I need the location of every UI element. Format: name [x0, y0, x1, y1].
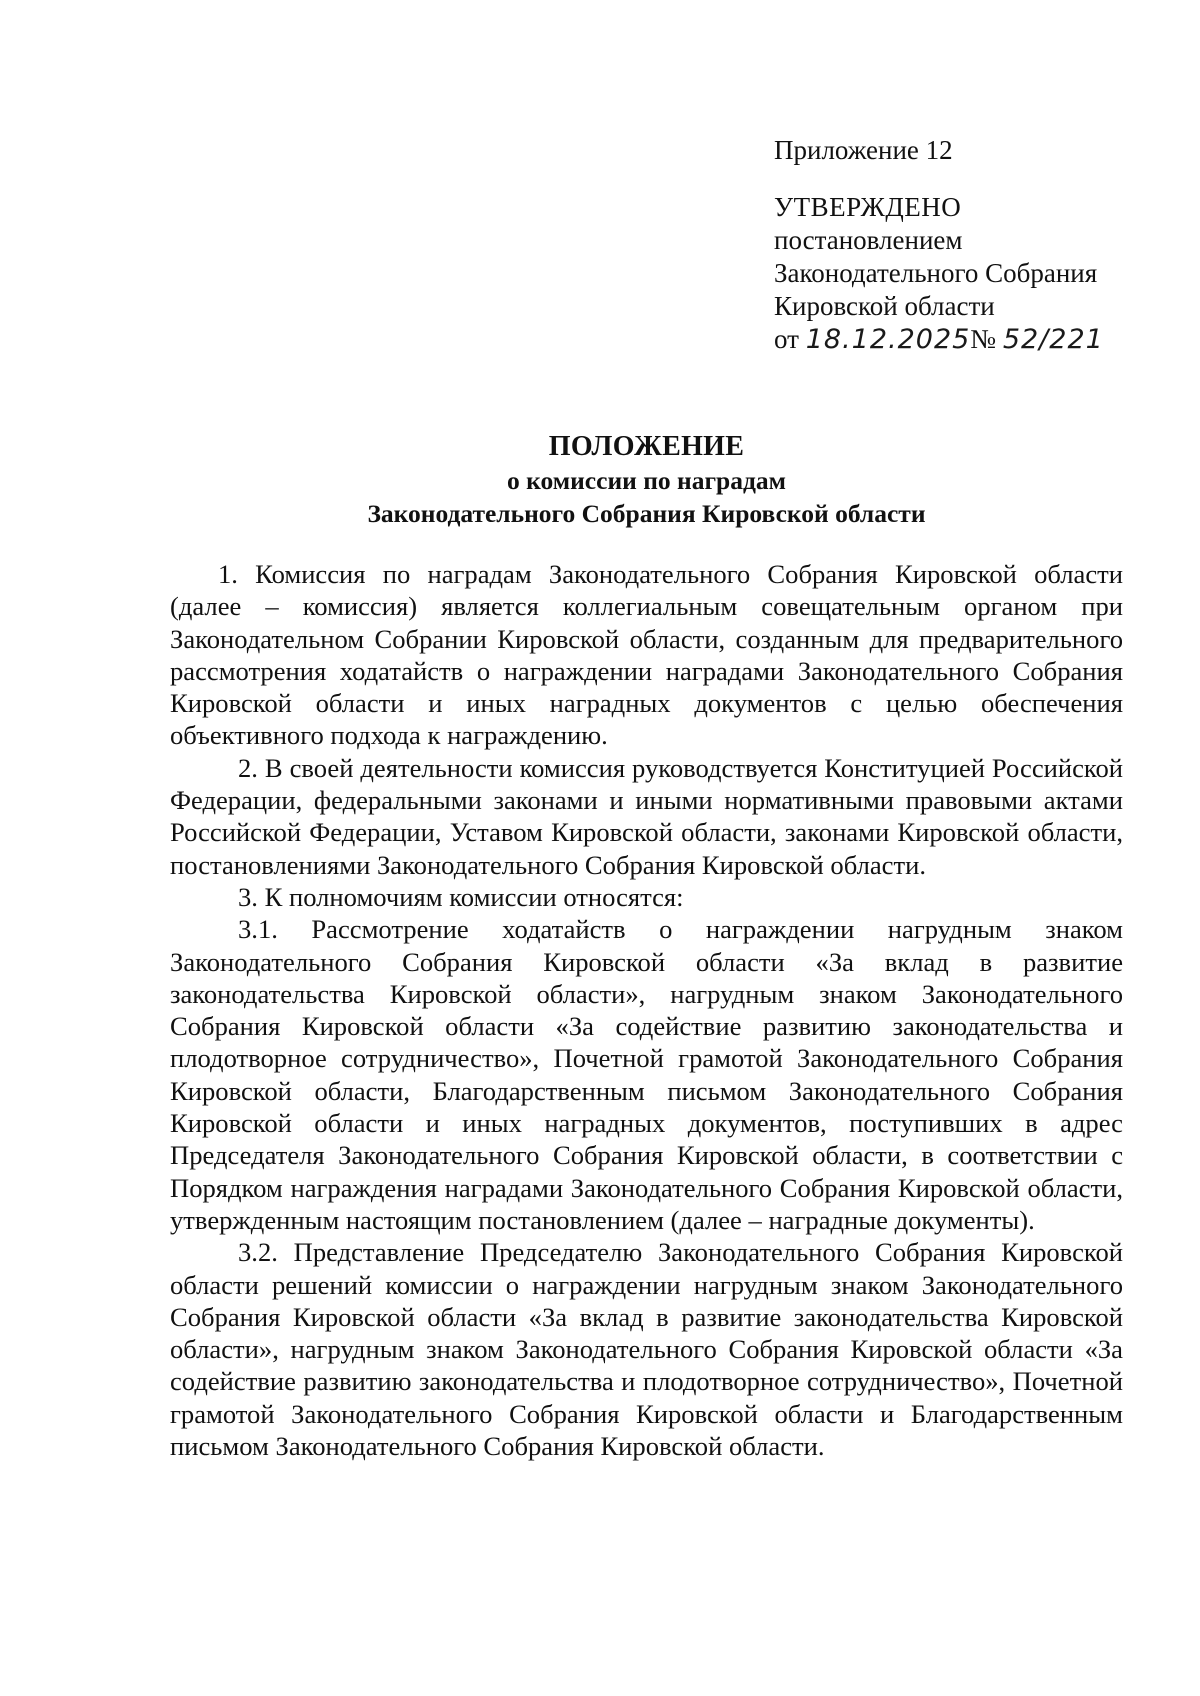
handwritten-number: 52/221	[1002, 324, 1104, 355]
document-subtitle-line-1: о комиссии по наградам	[507, 466, 786, 495]
paragraph-3-2: 3.2. Представление Председателю Законодательного Собрания Кировской области решений комиссии о награждении нагрудным знаком Законодательного Собрания Кировской области «За вклад в развитие законодательства Кировской области», нагрудным знаком Законодательного Собрания Кировской области «За содействие развитию законодательства и плодотворное сотрудничество», Почетной грамотой Законодательного Собрания Кировской области и Благодарственным письмом Законодательного Собрания Кировской области.	[170, 1237, 1123, 1462]
approved-by-line-3: Кировской области	[774, 291, 995, 321]
document-body	[170, 558, 1123, 1462]
document-title-block	[170, 430, 1123, 530]
paragraph-1: 1. Комиссия по наградам Законодательного Собрания Кировской области (далее – комиссия) является коллегиальным совещательным органом при Законодательном Собрании Кировской области, созданным для предварительного рассмотрения ходатайств о награждении наградами Законодательного Собрания Кировской области и иных наградных документов с целью обеспечения объективного подхода к награждению.	[170, 559, 1123, 751]
appendix-label: Приложение 12	[774, 135, 953, 165]
paragraph-3: 3. К полномочиям комиссии относятся:	[238, 881, 684, 912]
handwritten-date: 18.12.2025	[805, 324, 971, 355]
date-prefix: от	[774, 324, 799, 354]
number-sign: №	[970, 324, 997, 354]
approved-stamp-text: УТВЕРЖДЕНО	[774, 192, 962, 222]
document-subtitle-line-2: Законодательного Собрания Кировской области	[367, 499, 926, 528]
resolution-date-line	[774, 323, 1104, 356]
paragraph-2: 2. В своей деятельности комиссия руководствуется Конституцией Российской Федерации, федеральными законами и иными нормативными правовыми актами Российской Федерации, Уставом Кировской области, законами Кировской области, постановлениями Законодательного Собрания Кировской области.	[170, 752, 1123, 880]
document-title: ПОЛОЖЕНИЕ	[548, 431, 745, 462]
paragraph-3-1: 3.1. Рассмотрение ходатайств о награждении нагрудным знаком Законодательного Собрания Кировской области «За вклад в развитие законодательства Кировской области», нагрудным знаком Законодательного Собрания Кировской области «За содействие развитию законодательства и плодотворное сотрудничество», Почетной грамотой Законодательного Собрания Кировской области, Благодарственным письмом Законодательного Собрания Кировской области и иных наградных документов, поступивших в адрес Председателя Законодательного Собрания Кировской области, в соответствии с Порядком награждения наградами Законодательного Собрания Кировской области, утвержденным настоящим постановлением (далее – наградные документы).	[170, 914, 1123, 1235]
approved-by-line-2: Законодательного Собрания	[774, 258, 1098, 288]
approval-block	[774, 134, 1104, 356]
approved-by-line-1: постановлением	[774, 225, 963, 255]
